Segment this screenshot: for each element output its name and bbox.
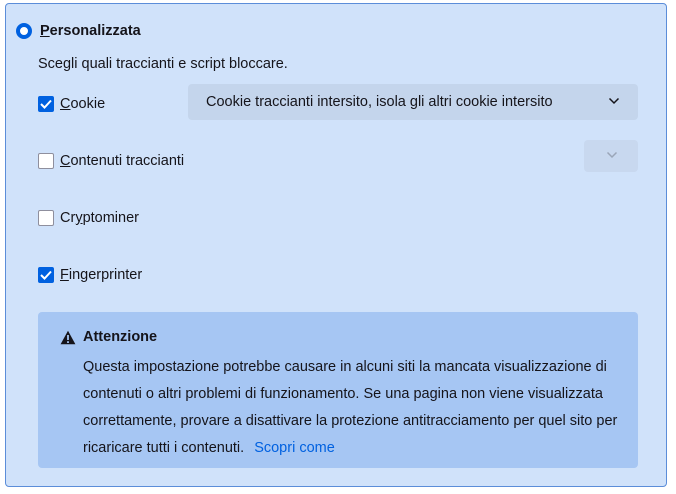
fingerprinter-label[interactable]: Fingerprinter (60, 267, 143, 283)
checkmark-icon (40, 270, 52, 280)
warning-body: Questa impostazione potrebbe causare in alcuni siti la mancata visualizzazione di contenuti o altri problemi di funzionamento. Se una pagina non viene visualizzata correttamente, provare a disattivare la protezione antitracciamento per quel sito per ricaricare tutti i contenuti. (83, 359, 618, 456)
tracking-content-select[interactable] (584, 140, 638, 172)
cookie-checkbox-row[interactable] (38, 95, 105, 113)
cookie-checkbox[interactable] (38, 96, 54, 112)
custom-radio-label[interactable]: Personalizzata (40, 23, 141, 39)
warning-icon (60, 330, 76, 345)
cryptominer-label[interactable]: Cryptominer (60, 210, 139, 226)
warning-title: Attenzione (83, 329, 158, 345)
custom-subtitle: Scegli quali traccianti e script bloccare. (38, 56, 288, 72)
custom-radio-option[interactable] (16, 22, 141, 40)
warning-box (38, 312, 638, 468)
fingerprinter-checkbox-row[interactable] (38, 266, 142, 284)
tracking-content-label[interactable]: Contenuti traccianti (60, 153, 185, 169)
warning-header (60, 329, 157, 345)
cookie-select[interactable] (188, 84, 638, 120)
chevron-down-icon (606, 151, 618, 159)
chevron-down-icon (608, 97, 620, 105)
cryptominer-checkbox-row[interactable] (38, 209, 139, 227)
learn-more-link[interactable]: Scopri come (254, 440, 335, 456)
custom-radio-button[interactable] (16, 23, 32, 39)
fingerprinter-checkbox[interactable] (38, 267, 54, 283)
tracking-content-checkbox[interactable] (38, 153, 54, 169)
cookie-label[interactable]: Cookie (60, 96, 106, 112)
custom-protection-panel (5, 3, 667, 487)
cryptominer-checkbox[interactable] (38, 210, 54, 226)
cookie-select-value: Cookie traccianti intersito, isola gli altri cookie intersito (206, 94, 553, 110)
tracking-content-checkbox-row[interactable] (38, 152, 184, 170)
checkmark-icon (40, 99, 52, 109)
warning-text (83, 354, 618, 462)
